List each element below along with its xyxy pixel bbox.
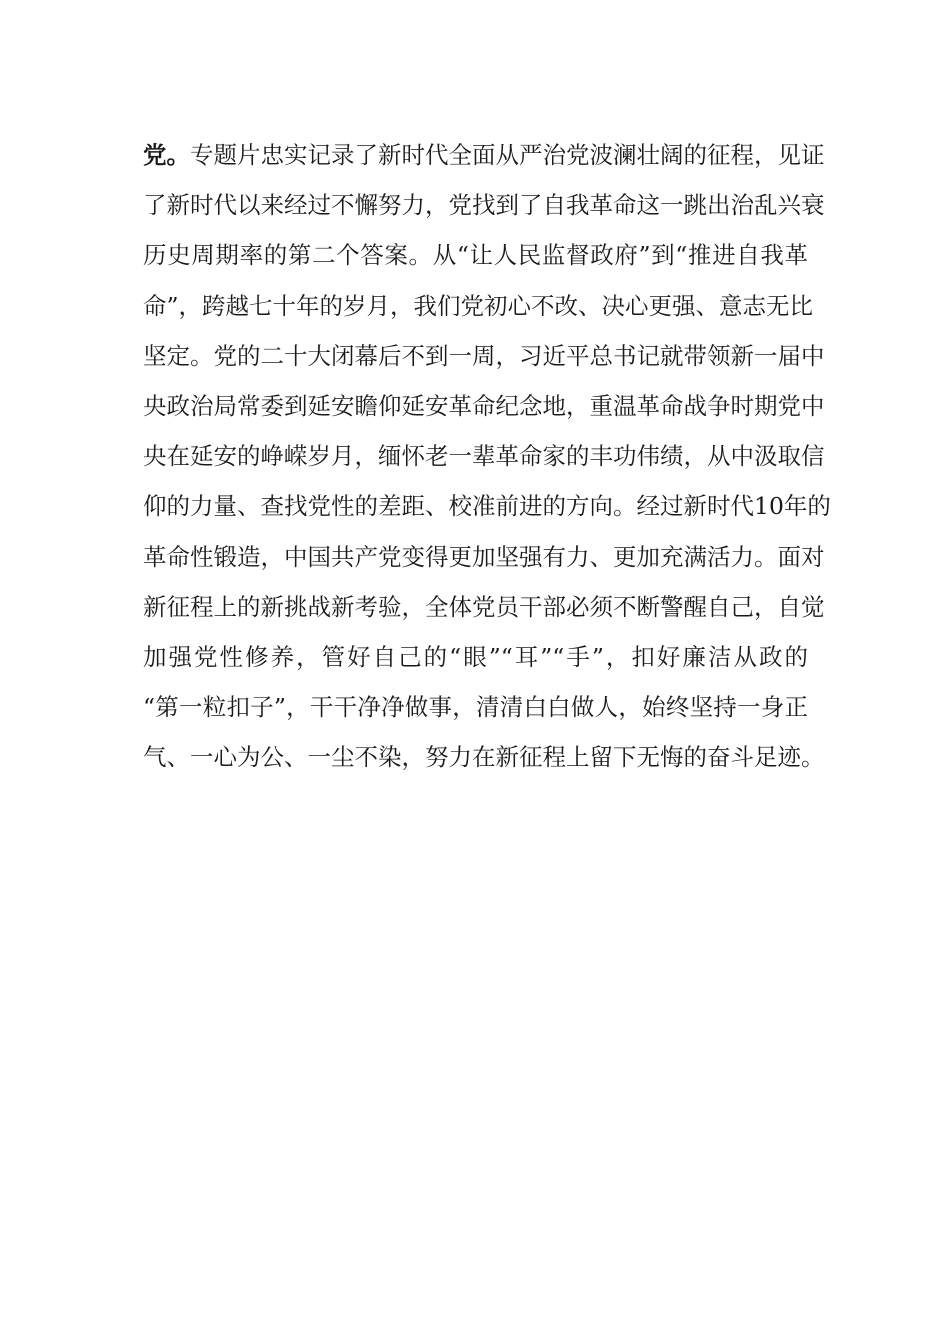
- paragraph-line: 革命性锻造，中国共产党变得更加坚强有力、更加充满活力。面对: [143, 542, 825, 571]
- paragraph-line: 坚定。党的二十大闭幕后不到一周，习近平总书记就带领新一届中: [143, 341, 825, 370]
- line-text: 专题片忠实记录了新时代全面从严治党波澜壮阔的征程，见证: [190, 141, 825, 169]
- paragraph-line: 历史周期率的第二个答案。从“让人民监督政府”到“推进自我革: [143, 241, 808, 270]
- paragraph-line: 央政治局常委到延安瞻仰延安革命纪念地，重温革命战争时期党中: [143, 391, 825, 420]
- paragraph-line: 了新时代以来经过不懈努力，党找到了自我革命这一跳出治乱兴衰: [143, 191, 825, 220]
- paragraph-line: “第一粒扣子”，干干净净做事，清清白白做人，始终坚持一身正: [143, 693, 808, 722]
- body-paragraph: [143, 130, 831, 782]
- paragraph-line: 央在延安的峥嵘岁月，缅怀老一辈革命家的丰功伟绩，从中汲取信: [143, 442, 825, 471]
- lead-bold-text: 党。: [143, 141, 190, 169]
- paragraph-line: 加强党性修养，管好自己的“眼”“耳”“手”，扣好廉洁从政的: [143, 642, 808, 671]
- paragraph-line: 新征程上的新挑战新考验，全体党员干部必须不断警醒自己，自觉: [143, 592, 825, 621]
- paragraph-line: 仰的力量、查找党性的差距、校准前进的方向。经过新时代10年的: [143, 492, 831, 521]
- paragraph-line: [143, 130, 825, 180]
- paragraph-line: 气、一心为公、一尘不染，努力在新征程上留下无悔的奋斗足迹。: [143, 743, 825, 772]
- paragraph-line: 命”，跨越七十年的岁月，我们党初心不改、决心更强、意志无比: [143, 291, 814, 320]
